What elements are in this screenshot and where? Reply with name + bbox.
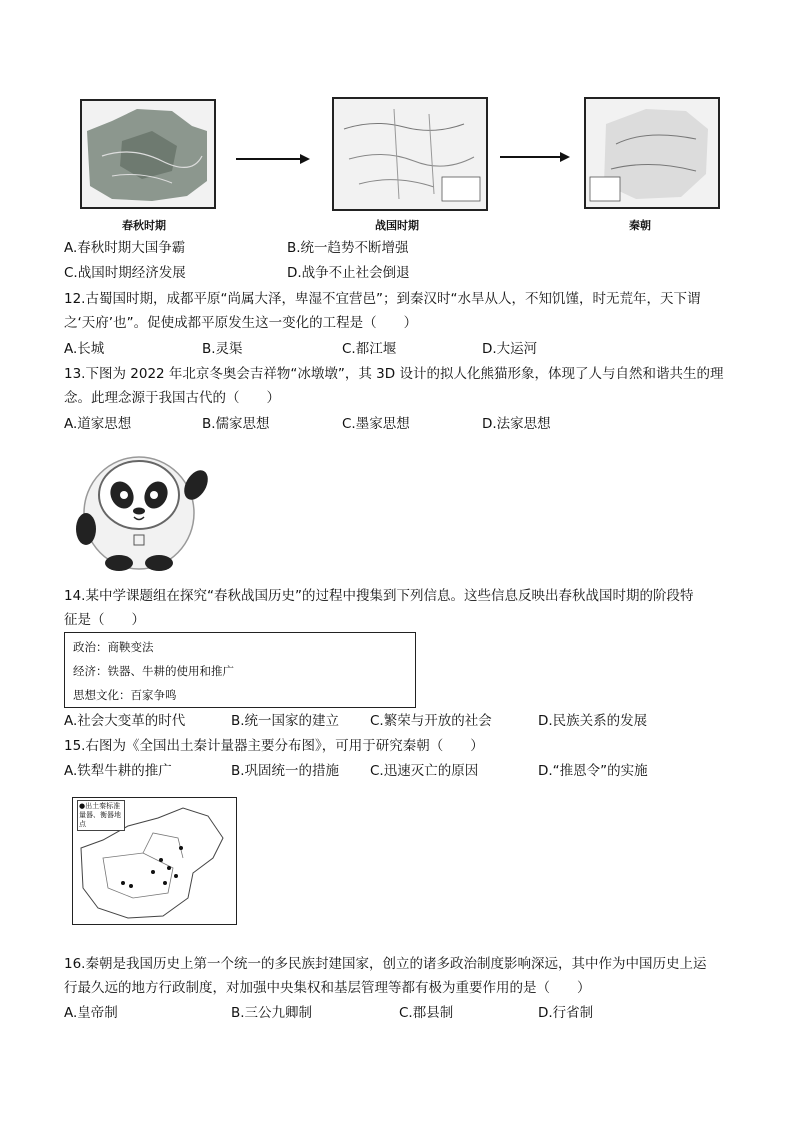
q14-option-a: A.社会大变革的时代 — [64, 713, 186, 729]
q11-option-b: B.统一趋势不断增强 — [287, 240, 409, 256]
zhanguo-map — [332, 97, 488, 211]
q11-option-c: C.战国时期经济发展 — [64, 265, 186, 281]
q15-option-d: D.“推恩令”的实施 — [538, 763, 648, 779]
q16-option-a: A.皇帝制 — [64, 1005, 118, 1021]
q13-stem-line2: 念。此理念源于我国古代的（ ） — [64, 390, 280, 406]
q12-stem-line2: 之‘天府’也”。促使成都平原发生这一变化的工程是（ ） — [64, 315, 418, 331]
chunqiu-map — [80, 99, 216, 209]
q15-option-b: B.巩固统一的措施 — [231, 763, 340, 779]
chunqiu-map-drawing — [82, 101, 214, 207]
q15-option-c: C.迅速灭亡的原因 — [370, 763, 479, 779]
q16-option-c: C.郡县制 — [399, 1005, 454, 1021]
q12-option-c: C.都江堰 — [342, 341, 397, 357]
q15-stem-line1: 15.右图为《全国出土秦计量器主要分布图》，可用于研究秦朝（ ） — [64, 738, 484, 754]
qin-caption: 秦朝 — [629, 219, 651, 232]
zhanguo-map-drawing — [334, 99, 486, 209]
q11-option-d: D.战争不止社会倒退 — [287, 265, 410, 281]
q13-option-c: C.墨家思想 — [342, 416, 410, 432]
q16-stem-line1: 16.秦朝是我国历史上第一个统一的多民族封建国家，创立的诸多政治制度影响深远，其中作为中国历史上运 — [64, 956, 707, 972]
q13-option-a: A.道家思想 — [64, 416, 132, 432]
q16-stem-line2: 行最久远的地方行政制度，对加强中央集权和基层管理等都有极为重要作用的是（ ） — [64, 980, 591, 996]
map-legend: ●出土秦标准量器、衡器地点 — [77, 800, 125, 831]
q13-stem-line1: 13.下图为 2022 年北京冬奥会吉祥物“冰墩墩”，其 3D 设计的拟人化熊猫形象，体现了人与自然和谐共生的理 — [64, 366, 724, 382]
q14-info-politics: 政治：商鞅变法 — [73, 640, 154, 654]
arrow-icon — [500, 148, 570, 167]
chunqiu-caption: 春秋时期 — [122, 219, 166, 232]
q14-option-c: C.繁荣与开放的社会 — [370, 713, 492, 729]
q12-stem-line1: 12.古蜀国时期，成都平原“尚属大泽，卑湿不宜营邑”；到秦汉时“水旱从人，不知饥馑，时无荒年，天下谓 — [64, 291, 701, 307]
q13-option-b: B.儒家思想 — [202, 416, 270, 432]
q14-stem-line2: 征是（ ） — [64, 612, 145, 628]
qin-measures-map — [72, 797, 237, 925]
q14-option-d: D.民族关系的发展 — [538, 713, 648, 729]
q12-option-a: A.长城 — [64, 341, 105, 357]
q11-option-a: A.春秋时期大国争霸 — [64, 240, 186, 256]
q14-info-culture: 思想文化：百家争鸣 — [73, 688, 177, 702]
arrow-icon — [236, 150, 310, 169]
q16-option-b: B.三公九卿制 — [231, 1005, 313, 1021]
q12-option-b: B.灵渠 — [202, 341, 243, 357]
q14-stem-line1: 14.某中学课题组在探究“春秋战国历史”的过程中搜集到下列信息。这些信息反映出春秋战国时期的阶段特 — [64, 588, 694, 604]
q12-option-d: D.大运河 — [482, 341, 538, 357]
q16-option-d: D.行省制 — [538, 1005, 594, 1021]
q13-option-d: D.法家思想 — [482, 416, 551, 432]
zhanguo-caption: 战国时期 — [375, 219, 419, 232]
q14-option-b: B.统一国家的建立 — [231, 713, 340, 729]
qin-map-drawing — [586, 99, 718, 207]
q14-info-economy: 经济：铁器、牛耕的使用和推广 — [73, 664, 234, 678]
q14-info-box — [64, 632, 416, 708]
bing-dwen-dwen-image — [64, 445, 214, 573]
q15-option-a: A.铁犁牛耕的推广 — [64, 763, 172, 779]
qin-map — [584, 97, 720, 209]
